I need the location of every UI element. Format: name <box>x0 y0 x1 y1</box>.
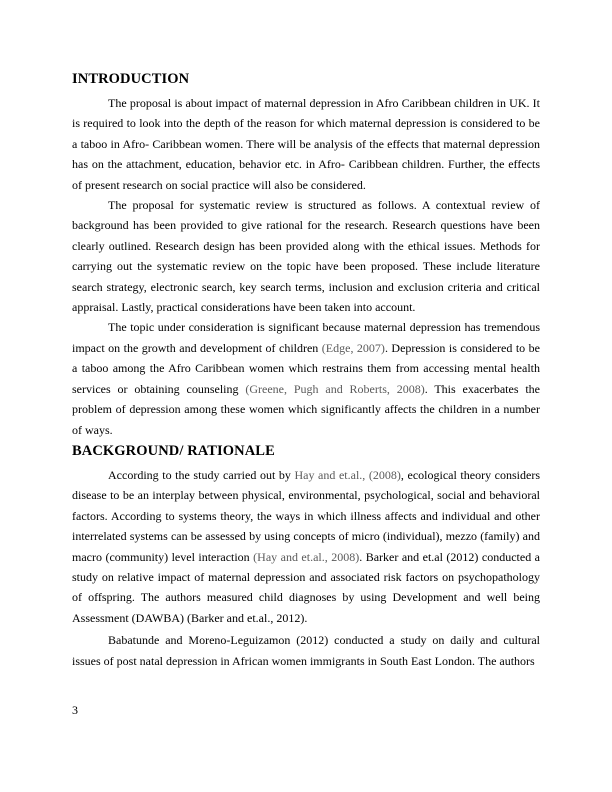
paragraph-text: According to the study carried out by <box>108 467 295 482</box>
paragraph-text: The topic under consideration is significant because maternal depression has tremendous impact on the growth and development of children <box>72 320 540 355</box>
section-heading-background: BACKGROUND/ RATIONALE <box>72 442 275 459</box>
citation-greene-2008: (Greene, Pugh and Roberts, 2008) <box>245 381 425 396</box>
introduction-paragraph-2: The proposal for systematic review is structured as follows. A contextual review of background has been provided to give rational for the research. Research questions have been clearly outlined. Research design has been provided along with the ethical issues. Methods for carrying out the systematic review on the topic have been proposed. These include literature search strategy, electronic search, key search terms, inclusion and exclusion criteria and critical appraisal. Lastly, practical considerations have been taken into account. <box>72 198 540 315</box>
document-page <box>72 68 540 671</box>
paragraph-text: . Depression is considered to be a taboo among the Afro Caribbean women which restrains them from accessing mental health services or obtaining counseling <box>72 340 540 396</box>
citation-hay-2008: Hay and et.al., (2008) <box>294 467 401 482</box>
section-heading-introduction: INTRODUCTION <box>72 71 190 87</box>
citation-edge-2007: (Edge, 2007) <box>321 340 385 355</box>
page-number: 3 <box>72 703 78 717</box>
paragraph-text: , ecological theory considers disease to be an interplay between physical, environmental, psychological, social and behavioral factors. According to systems theory, the ways in which illness affects and individual and other interrelated systems can be assessed by using concepts of micro (individual), mezzo (family) and macro (community) level interaction <box>72 467 540 564</box>
background-paragraph-1 <box>72 465 540 628</box>
paragraph-text: . Barker and et.al (2012) conducted a study on relative impact of maternal depression and associated risk factors on psychopathology of offspring. The authors measured child diagnoses by using Development and well being Assessment (DAWBA) (Barker and et.al., 2012). <box>72 549 540 625</box>
citation-hay-2008-b: (Hay and et.al., 2008) <box>253 549 360 564</box>
introduction-paragraph-1: The proposal is about impact of maternal depression in Afro Caribbean children in UK. It is required to look into the depth of the reason for which maternal depression is considered to be a taboo in Afro- Caribbean women. There will be analysis of the effects that maternal depression has on the attachment, education, behavior etc. in Afro- Caribbean children. Further, the effects of present research on social practice will also be considered. <box>72 96 540 192</box>
introduction-paragraph-3 <box>72 317 540 439</box>
background-paragraph-2: Babatunde and Moreno-Leguizamon (2012) conducted a study on daily and cultural issues of post natal depression in African women immigrants in South East London. The authors <box>72 633 540 668</box>
paragraph-text: . This exacerbates the problem of depression among these women which significantly affects the children in a number of ways. <box>72 381 540 437</box>
